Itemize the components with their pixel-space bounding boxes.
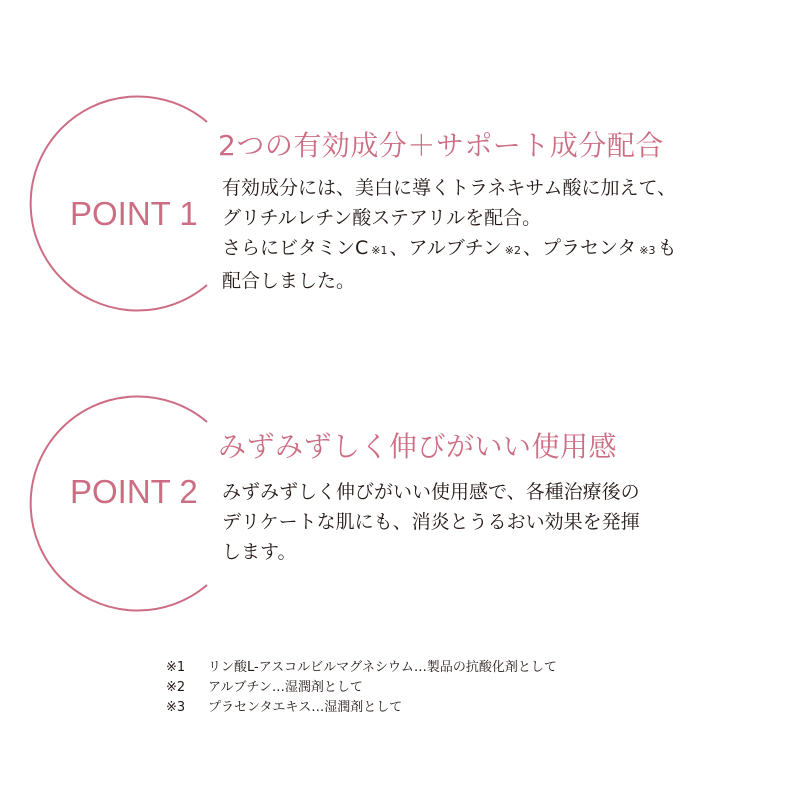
point-1-body-line bbox=[222, 233, 677, 266]
point-2-label: POINT 2 bbox=[70, 473, 198, 510]
footnote-item bbox=[166, 698, 557, 718]
point-1-title: 2つの有効成分＋サポート成分配合 bbox=[218, 129, 664, 162]
point-2-body-line: デリケートな肌にも、消炎とうるおい効果を発揮 bbox=[222, 511, 640, 533]
point-1-body-line: グリチルレチン酸ステアリルを配合。 bbox=[222, 207, 542, 229]
point-1-section bbox=[0, 0, 800, 330]
footnote-text: リン酸L-アスコルビルマグネシウム…製品の抗酸化剤として bbox=[208, 660, 557, 675]
footnote-text: プラセンタエキス…湿潤剤として bbox=[208, 700, 403, 715]
point-1-label: POINT 1 bbox=[70, 195, 198, 232]
point-1-body bbox=[222, 173, 677, 296]
footnote-mark: ※2 bbox=[166, 680, 186, 695]
footnote-item bbox=[166, 658, 557, 678]
footnotes-list bbox=[166, 658, 557, 718]
point-1-body-text: さらにビタミンC bbox=[222, 237, 369, 259]
point-1-body-line: 有効成分には、美白に導くトラネキサム酸に加えて、 bbox=[222, 177, 677, 199]
point-1-body-line: 配合しました。 bbox=[222, 270, 356, 292]
footnote-mark: ※3 bbox=[166, 700, 186, 715]
point-2-body bbox=[222, 477, 640, 567]
point-2-body-line: みずみずしく伸びがいい使用感で、各種治療後の bbox=[222, 481, 640, 503]
point-1-body-text: 、プラセンタ bbox=[523, 237, 637, 259]
footnote-marker: ※3 bbox=[639, 244, 656, 257]
footnote-mark: ※1 bbox=[166, 660, 186, 675]
footnote-marker: ※2 bbox=[504, 244, 522, 257]
footnote-marker: ※1 bbox=[371, 244, 388, 257]
point-2-section bbox=[0, 380, 800, 620]
footnote-item bbox=[166, 678, 557, 698]
point-2-title: みずみずしく伸びがいい使用感 bbox=[218, 430, 618, 463]
footnote-text: アルブチン…湿潤剤として bbox=[208, 680, 363, 695]
point-1-body-text: も bbox=[657, 237, 677, 259]
point-2-body-line: します。 bbox=[222, 541, 297, 563]
point-1-body-text: 、アルブチン bbox=[389, 237, 502, 259]
